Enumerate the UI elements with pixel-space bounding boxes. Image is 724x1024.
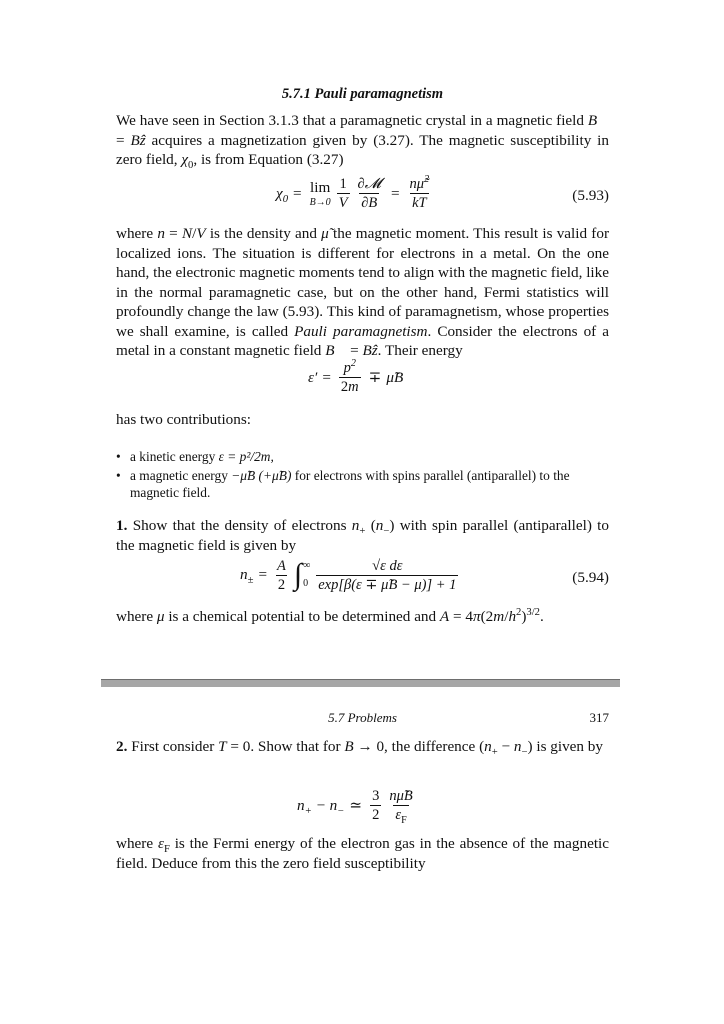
- problem-1-statement: 1. Show that the density of electrons $n_+$ $(n_-)$ with spin parallel (antiparallel) to the magnetic field is given by: [116, 517, 609, 554]
- energy-equation: ε′ = $\frac{p^2}{2m}$ ∓ μ̃B: [308, 358, 404, 395]
- body-paragraph: where n = N/V is the density and μ̃ the magnetic moment. This result is valid for localized ions. The situation is different for electrons in a metal. On the one hand, the electronic magnetic moments tend to align with the magnetic field, like in the normal paramagnetic case, but on the other hand, Fermi statistics will profoundly change the law (5.93). This kind of paramagnetism, whose properties we shall examine, is called Pauli paramagnetism. Consider the electrons of a metal in a constant magnetic field B⃗ = Bẑ. Their energy: [116, 225, 610, 359]
- equation-number: (5.94): [572, 569, 609, 586]
- equation-5-94: $n_\pm$ = $\frac{A}{2}$ ∫ ∞ 0 $\frac{\text{√ε dε}}{\exp[\beta(\varepsilon \mp \mũB - \mu)] + 1}$ (5.94): [240, 557, 609, 593]
- page-divider: [101, 679, 620, 687]
- list-item: • a magnetic energy −μ̃B (+μ̃B) for electrons with spins parallel (antiparallel) to the magnetic field.: [116, 468, 570, 500]
- bullet-list: [116, 448, 609, 503]
- bullet-icon: •: [116, 468, 121, 483]
- body-paragraph: where μ is a chemical potential to be determined and $A = 4\pi(2m/h^2)^{3/2}$.: [116, 606, 544, 625]
- intro-paragraph: We have seen in Section 3.1.3 that a paramagnetic crystal in a magnetic field B⃗ = Bẑ acquires a magnetization given by (3.27). The magnetic susceptibility in zero field, $\chi_0$, is from Equation (3.27): [116, 112, 609, 172]
- page-number: 317: [589, 710, 609, 725]
- equation-number: (5.93): [572, 187, 609, 204]
- body-paragraph: where $\varepsilon_F$ is the Fermi energy of the electron gas in the absence of the magnetic field. Deduce from this the zero field susceptibility: [116, 835, 610, 872]
- difference-equation: $n_+ - n_-$ ≃ $\frac{3}{2}$ $\frac{n\mũB}{\varepsilon_F}$: [297, 788, 413, 826]
- section-title: 5.7.1 Pauli paramagnetism: [281, 86, 444, 102]
- problem-2-statement: 2. First consider T = 0. Show that for B → 0, the difference $(n_+ - n_-)$ is given by: [116, 738, 603, 759]
- running-head-title: 5.7 Problems: [328, 710, 397, 725]
- list-item: • a kinetic energy ε = p²/2m,: [116, 449, 274, 464]
- equation-5-93: $\chi_0$ = lim B→0 $\frac{1}{V}$ $\frac{\text{∂𝓜}}{\partial B}$ = $\frac{n\mũ^2}{kT}$ (5.93): [276, 174, 609, 211]
- body-paragraph: has two contributions:: [116, 411, 251, 428]
- bullet-icon: •: [116, 449, 121, 464]
